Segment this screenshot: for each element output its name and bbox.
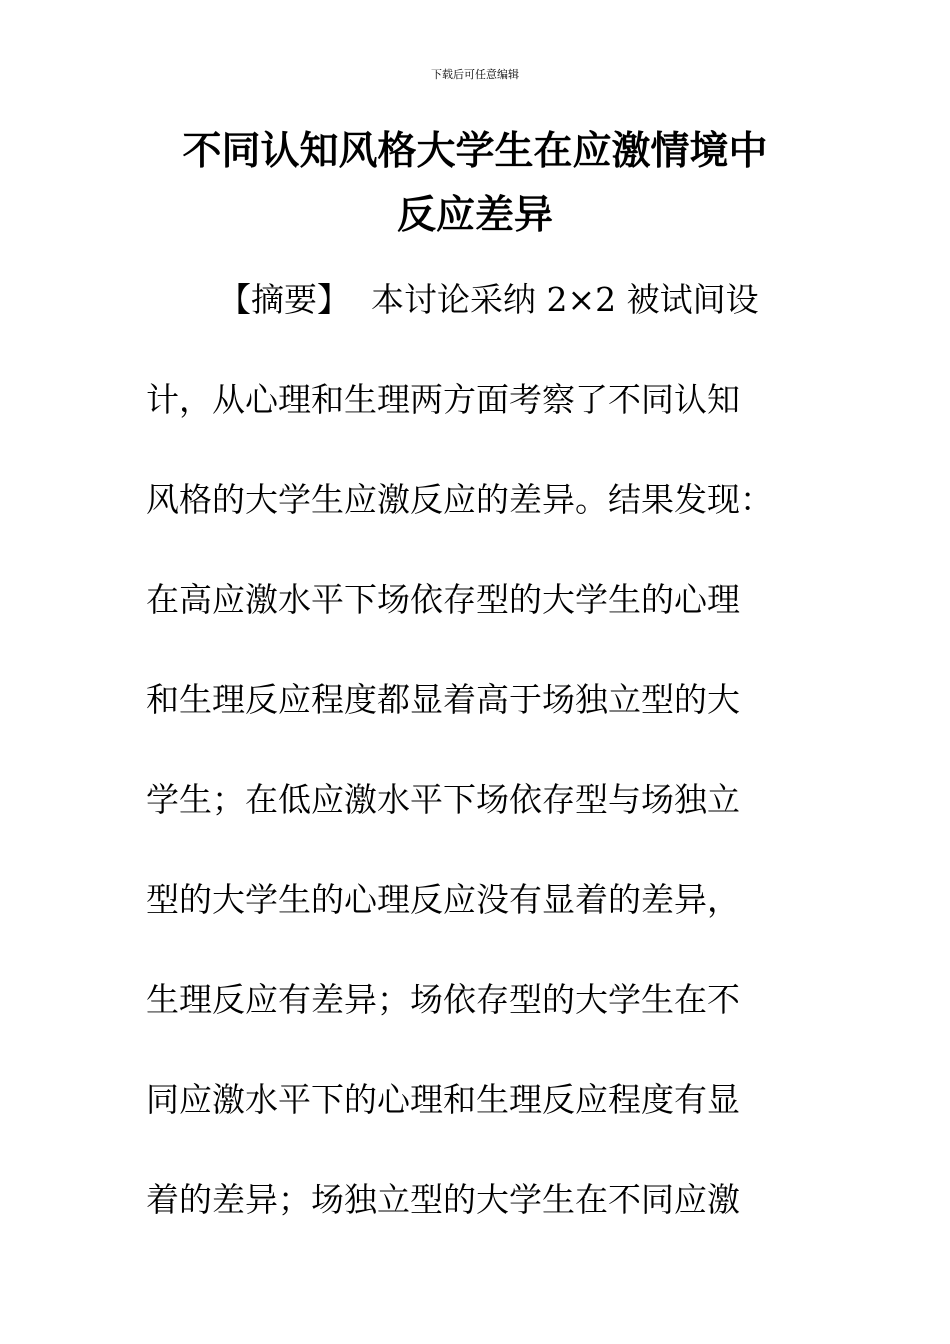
title-line-1: 不同认知风格大学生在应激情境中 — [182, 129, 768, 174]
abstract-line-2: 计，从心理和生理两方面考察了不同认知 — [146, 380, 740, 419]
abstract-line-10: 着的差异；场独立型的大学生在不同应激 — [146, 1180, 740, 1219]
abstract-line-6: 学生；在低应激水平下场依存型与场独立 — [146, 780, 740, 819]
abstract-body — [146, 250, 806, 1250]
abstract-line-9: 同应激水平下的心理和生理反应程度有显 — [146, 1080, 740, 1119]
abstract-line-5: 和生理反应程度都显着高于场独立型的大 — [146, 680, 740, 719]
abstract-line-3: 风格的大学生应激反应的差异。结果发现： — [146, 480, 773, 519]
title-line-2: 反应差异 — [396, 193, 553, 238]
abstract-line-1 — [146, 250, 806, 350]
abstract-line-7: 型的大学生的心理反应没有显着的差异， — [146, 880, 740, 919]
abstract-line-1-text: 本讨论采纳 2×2 被试间设 — [370, 280, 759, 319]
abstract-line-8: 生理反应有差异；场依存型的大学生在不 — [146, 980, 740, 1019]
header-note: 下载后可任意编辑 — [431, 68, 519, 81]
abstract-label: 【摘要】 — [218, 280, 350, 319]
abstract-line-4: 在高应激水平下场依存型的大学生的心理 — [146, 580, 740, 619]
document-title — [120, 120, 830, 248]
